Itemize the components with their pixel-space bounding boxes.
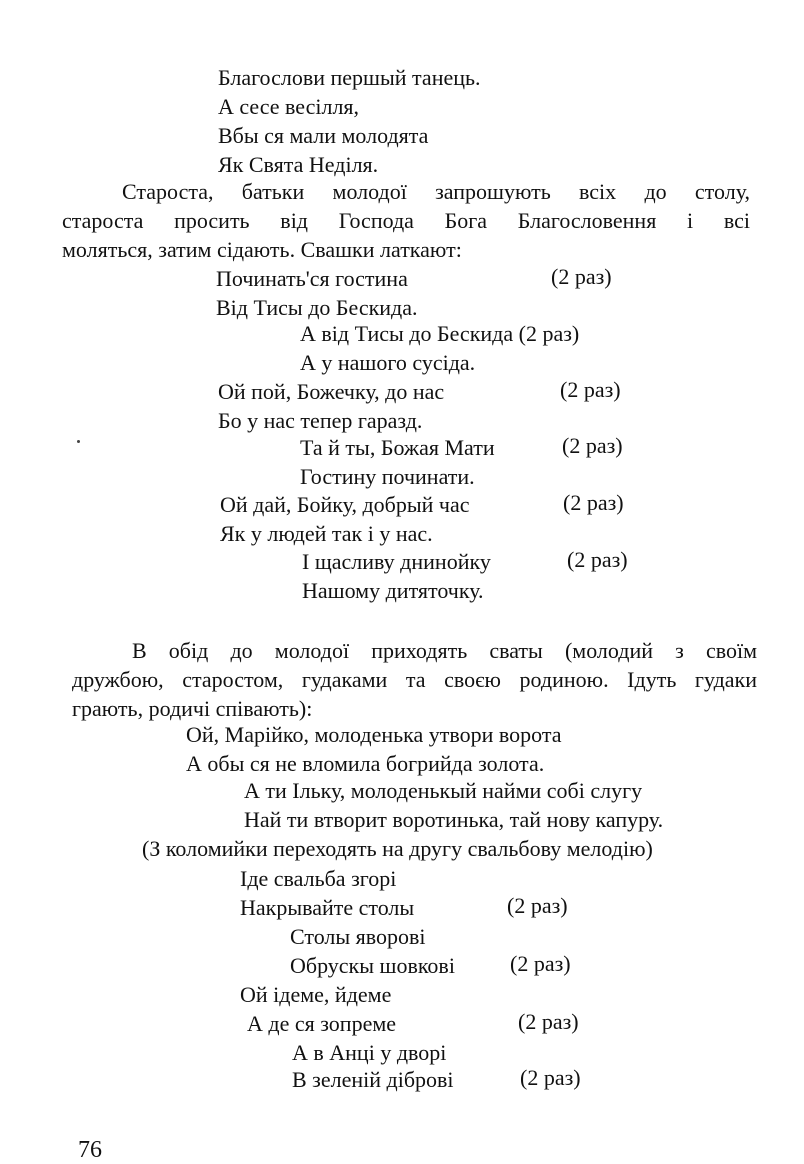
repeat-marker: (2 раз) <box>563 490 624 515</box>
repeat-marker: (2 раз) <box>510 951 571 976</box>
song-line: А ти Ільку, молоденькый найми собі слугу <box>244 778 643 803</box>
song-line: А від Тисы до Бескида (2 раз) <box>300 321 580 346</box>
verse-line: Благослови першый танець. <box>218 65 481 90</box>
song-line: Бо у нас тепер гаразд. <box>218 408 423 433</box>
paragraph-line: грають, родичі співають): <box>72 696 313 721</box>
song-line: А у нашого сусіда. <box>300 350 476 375</box>
song-line: Най ти втворит воротинька, тай нову капуру. <box>244 807 664 832</box>
page-number: 76 <box>78 1137 102 1163</box>
scan-speck <box>77 440 80 443</box>
song-line: Ой ідеме, йдеме <box>240 982 392 1007</box>
repeat-marker: (2 раз) <box>551 264 612 289</box>
paragraph-line: староста просить від Господа Бога Благословення і всі <box>62 208 750 233</box>
verse-line: Вбы ся мали молодята <box>218 123 429 148</box>
song-line: Гостину починати. <box>300 464 475 489</box>
repeat-marker: (2 раз) <box>562 433 623 458</box>
paragraph-line: дружбою, старостом, гудаками та своєю родиною. Ідуть гудаки <box>72 667 757 692</box>
repeat-marker: (2 раз) <box>567 547 628 572</box>
repeat-marker: (2 раз) <box>520 1065 581 1090</box>
song-line: А в Анці у дворі <box>292 1040 447 1065</box>
song-line: Від Тисы до Бескида. <box>216 295 418 320</box>
song-line: Накрывайте столы <box>240 895 415 920</box>
song-line: Починать'ся гостина <box>216 266 408 291</box>
verse-line: А сесе весілля, <box>218 94 360 119</box>
song-line: Ой дай, Бойку, добрый час <box>220 492 470 517</box>
song-line: Як у людей так і у нас. <box>220 521 433 546</box>
song-line: Обрускы шовкові <box>290 953 455 978</box>
song-line: Ой, Марійко, молоденька утвори ворота <box>186 722 562 747</box>
paragraph-line: В обід до молодої приходять сваты (молодий з своїм <box>132 638 757 663</box>
stage-direction: (З коломийки переходять на другу свальбову мелодію) <box>142 836 653 861</box>
repeat-marker: (2 раз) <box>560 377 621 402</box>
repeat-marker: (2 раз) <box>518 1009 579 1034</box>
song-line: Столы яворові <box>290 924 426 949</box>
prose-paragraph <box>62 177 750 264</box>
song-line: Нашому дитяточку. <box>302 578 484 603</box>
song-line: Іде свальба згорі <box>240 866 397 891</box>
song-line: А де ся зопреме <box>247 1011 397 1036</box>
song-line: Та й ты, Божая Мати <box>300 435 495 460</box>
song-line: Ой пой, Божечку, до нас <box>218 379 445 404</box>
song-line: І щасливу днинойку <box>302 549 491 574</box>
paragraph-line: моляться, затим сідають. Свашки латкают: <box>62 237 462 262</box>
repeat-marker: (2 раз) <box>507 893 568 918</box>
prose-paragraph <box>72 636 757 723</box>
song-line: А обы ся не вломила богрийда золота. <box>186 751 545 776</box>
verse-line: Як Свята Неділя. <box>218 152 379 177</box>
song-line: В зеленій діброві <box>292 1067 454 1092</box>
paragraph-line: Староста, батьки молодої запрошують всіх до столу, <box>122 179 750 204</box>
